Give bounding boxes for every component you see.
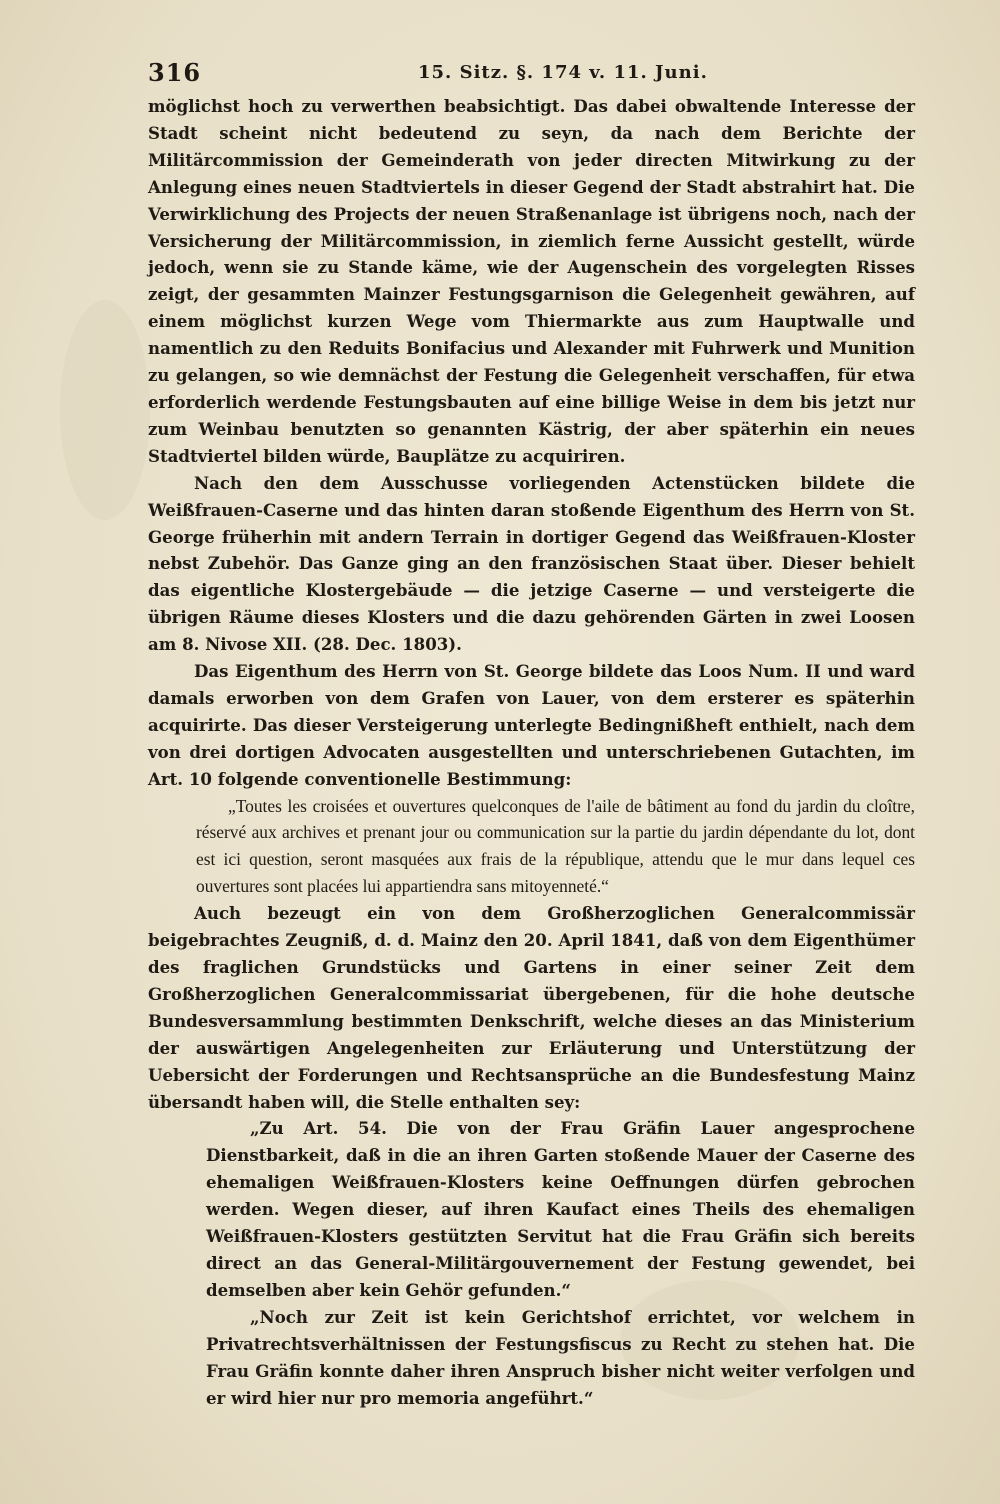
paragraph: Auch bezeugt ein von dem Großherzoglichen Generalcommissär beigebrachtes Zeugniß, d. d. Mainz den 20. April 1841, daß von dem Eigenthümer des fraglichen Grundstücks und Gartens in einer seiner Zeit dem Großherzoglichen Generalcommissariat übergebenen, für die hohe deutsche Bundesversammlung bestimmten Denkschrift, welche dieses an das Ministerium der auswärtigen Angelegenheiten zur Erläuterung und Unterstützung der Uebersicht der Forderungen und Rechtsansprüche an die Bundesfestung Mainz übersandt haben will, die Stelle enthalten sey: — [148, 903, 915, 1112]
german-quotation: „Zu Art. 54. Die von der Frau Gräfin Lauer angesprochene Dienstbarkeit, daß in die an ihren Garten stoßende Mauer der Caserne des ehemaligen Weißfrauen-Klosters keine Oeffnungen dürfen gebrochen werden. Wegen dieser, auf ihren Kaufact eines Theils des ehemaligen Weißfrauen-Klosters gestützten Servitut hat die Frau Gräfin sich bereits direct an das General-Militärgouvernement der Festung gewendet, bei demselben aber kein Gehör gefunden.“ — [206, 1118, 915, 1300]
german-quotation: „Noch zur Zeit ist kein Gerichtshof errichtet, vor welchem in Privatrechtsverhältnissen der Festungsfiscus zu Recht zu stehen hat. Die Frau Gräfin konnte daher ihren Anspruch bisher nicht weiter verfolgen und er wird hier nur pro memoria angeführt.“ — [206, 1306, 915, 1408]
page-number: 316 — [148, 58, 202, 87]
paper-stain — [60, 300, 150, 520]
paragraph: Das Eigenthum des Herrn von St. George bildete das Loos Num. II und ward damals erworben von dem Grafen von Lauer, von dem ersterer es späterhin acquirirte. Das dieser Versteigerung unterlegte Bedingnißheft enthielt, nach dem von drei dortigen Advocaten ausgestellten und unterschriebenen Gutachten, im Art. 10 folgende conventionelle Bestimmung: — [148, 661, 915, 789]
french-quotation: „Toutes les croisées et ouvertures quelconques de l'aile de bâtiment au fond du jardin du cloître, réservé aux archives et prenant jour ou communication sur la partie du jardin dépendante du lot, dont est ici question, seront masquées aux frais de la république, attendu que le mur dans lequel ces ouvertures sont placées lui appartiendra sans mitoyenneté.“ — [196, 795, 915, 897]
paragraph: möglichst hoch zu verwerthen beabsichtigt. Das dabei obwaltende Interesse der Stadt scheint nicht bedeutend zu seyn, da nach dem Berichte der Militärcommission der Gemeinderath von jeder directen Mitwirkung zu der Anlegung eines neuen Stadtviertels in dieser Gegend der Stadt abstrahirt hat. Die Verwirklichung des Projects der neuen Straßenanlage ist übrigens noch, nach der Versicherung der Militärcommission, in ziemlich ferne Aussicht gestellt, würde jedoch, wenn sie zu Stande käme, wie der Augenschein des vorgelegten Risses zeigt, der gesammten Mainzer Festungsgarnison die Gelegenheit gewähren, auf einem möglichst kurzen Wege vom Thiermarkte aus zum Hauptwalle und namentlich zu den Reduits Bonifacius und Alexander mit Fuhrwerk und Munition zu gelangen, so wie demnächst der Festung die Gelegenheit verschaffen, für etwa erforderlich werdende Festungsbauten auf eine billige Weise in dem bis jetzt nur zum Weinbau benutzten so genannten Kästrig, der aber späterhin ein neues Stadtviertel bilden würde, Bauplätze zu acquiriren. — [148, 96, 915, 466]
page-body — [148, 93, 915, 1411]
paragraph: Nach den dem Ausschusse vorliegenden Actenstücken bildete die Weißfrauen-Caserne und das hinten daran stoßende Eigenthum des Herrn von St. George früherhin mit andern Terrain in dortiger Gegend das Weißfrauen-Kloster nebst Zubehör. Das Ganze ging an den französischen Staat über. Dieser behielt das eigentliche Klostergebäude — die jetzige Caserne — und versteigerte die übrigen Räume dieses Klosters und die dazu gehörenden Gärten in zwei Loosen am 8. Nivose XII. (28. Dec. 1803). — [148, 472, 915, 655]
page-header — [148, 58, 908, 92]
running-head: 15. Sitz. §. 174 v. 11. Juni. — [418, 62, 708, 83]
